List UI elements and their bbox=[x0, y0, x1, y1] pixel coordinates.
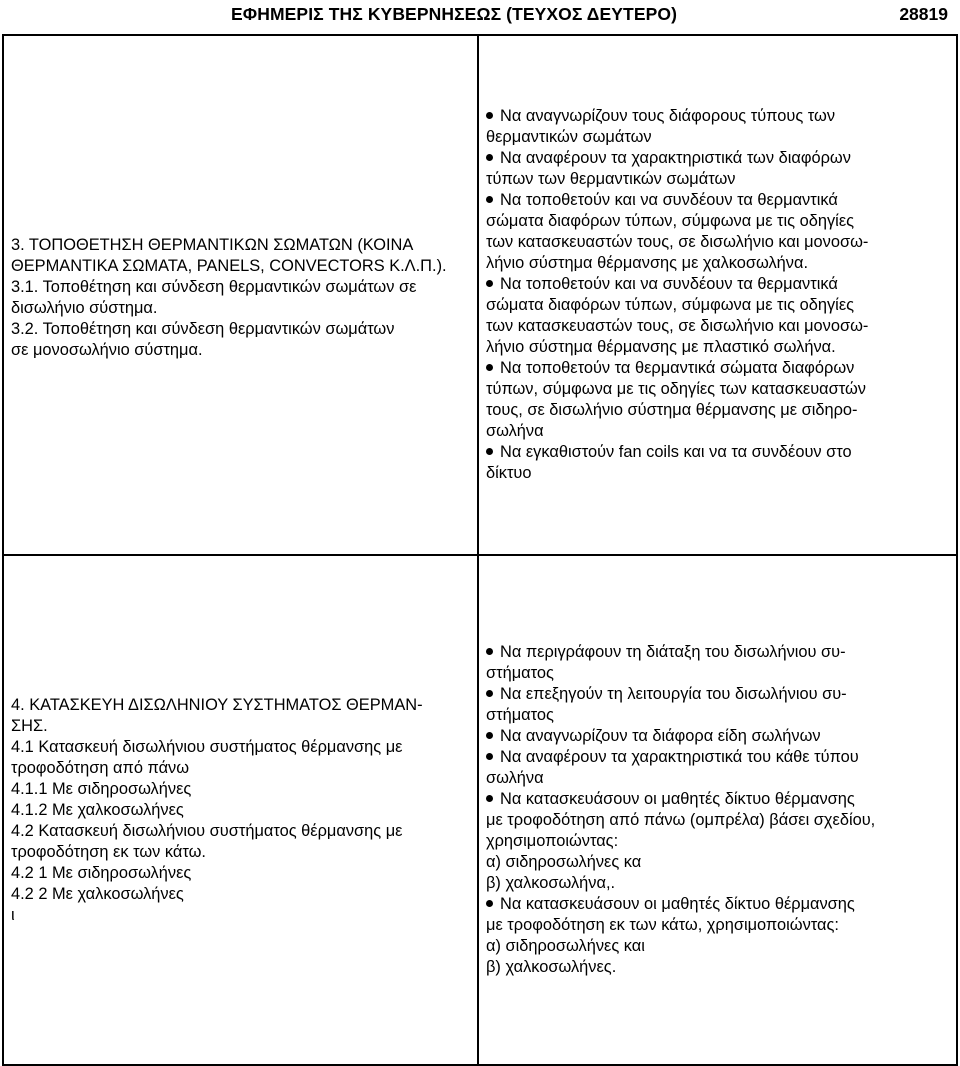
bullet-icon bbox=[486, 732, 493, 739]
bullet-icon bbox=[486, 795, 493, 802]
bullet-icon bbox=[486, 448, 493, 455]
topic-text bbox=[4, 695, 477, 926]
objective-continuation bbox=[486, 852, 950, 873]
objective-text: Να αναφέρουν τα χαρακτηριστικά του κάθε τύπου bbox=[500, 748, 859, 766]
objective-item bbox=[486, 190, 950, 211]
objective-text: λήνιο σύστημα θέρμανσης με χαλκοσωλήνα. bbox=[486, 254, 809, 272]
topic-line: 4.1.2 Με χαλκοσωλήνες bbox=[11, 800, 184, 819]
topic-line: 4.1 Κατασκευή δισωλήνιου συστήματος θέρμανσης με bbox=[11, 737, 403, 756]
topic-line: 4.2 2 Με χαλκοσωλήνες bbox=[11, 884, 184, 903]
topic-line: ΣΗΣ. bbox=[11, 716, 48, 735]
objective-text: λήνιο σύστημα θέρμανσης με πλαστικό σωλήνα. bbox=[486, 338, 836, 356]
objective-text: στήματος bbox=[486, 664, 554, 682]
objective-text: β) χαλκοσωλήνες. bbox=[486, 958, 617, 976]
topic-cell bbox=[3, 35, 478, 555]
objective-item bbox=[486, 442, 950, 463]
objective-text: Να τοποθετούν τα θερμαντικά σώματα διαφόρων bbox=[500, 359, 855, 377]
objective-item bbox=[486, 642, 950, 663]
page-number: 28819 bbox=[899, 4, 948, 24]
topic-line: 3. ΤΟΠΟΘΕΤΗΣΗ ΘΕΡΜΑΝΤΙΚΩΝ ΣΩΜΑΤΩΝ (ΚΟΙΝΑ bbox=[11, 236, 414, 254]
bullet-icon bbox=[486, 900, 493, 907]
objective-continuation bbox=[486, 295, 950, 316]
topic-line: τροφοδότηση από πάνω bbox=[11, 758, 190, 777]
objective-text: θερμαντικών σωμάτων bbox=[486, 128, 652, 146]
objective-continuation bbox=[486, 768, 950, 789]
bullet-icon bbox=[486, 753, 493, 760]
bullet-icon bbox=[486, 690, 493, 697]
objectives-list bbox=[479, 106, 956, 484]
objectives-cell bbox=[478, 35, 957, 555]
objective-continuation bbox=[486, 211, 950, 232]
objective-text: α) σιδηροσωλήνες κα bbox=[486, 853, 642, 871]
objective-text: Να αναγνωρίζουν τα διάφορα είδη σωλήνων bbox=[500, 727, 821, 745]
objective-text: χρησιμοποιώντας: bbox=[486, 832, 619, 850]
topic-line: ΘΕΡΜΑΝΤΙΚΑ ΣΩΜΑΤΑ, PANELS, CONVECTORS Κ.Λ.Π.). bbox=[11, 257, 447, 275]
objective-continuation bbox=[486, 936, 950, 957]
topic-line: 4.1.1 Με σιδηροσωλήνες bbox=[11, 779, 192, 798]
objective-item bbox=[486, 106, 950, 127]
objective-item bbox=[486, 894, 950, 915]
objective-text: Να αναφέρουν τα χαρακτηριστικά των διαφόρων bbox=[500, 149, 851, 167]
objective-continuation bbox=[486, 379, 950, 400]
objective-text: στήματος bbox=[486, 706, 554, 724]
topic-line: τροφοδότηση εκ των κάτω. bbox=[11, 842, 206, 861]
objective-continuation bbox=[486, 663, 950, 684]
objective-continuation bbox=[486, 316, 950, 337]
objective-text: σωλήνα bbox=[486, 769, 544, 787]
objective-continuation bbox=[486, 421, 950, 442]
bullet-icon bbox=[486, 154, 493, 161]
objective-item bbox=[486, 148, 950, 169]
objective-item bbox=[486, 726, 950, 747]
objective-text: τύπων των θερμαντικών σωμάτων bbox=[486, 170, 736, 188]
curriculum-table bbox=[2, 34, 958, 1066]
objective-continuation bbox=[486, 253, 950, 274]
objective-continuation bbox=[486, 810, 950, 831]
topic-line: ι bbox=[11, 905, 15, 924]
objective-continuation bbox=[486, 705, 950, 726]
objective-continuation bbox=[486, 232, 950, 253]
objective-text: σώματα διαφόρων τύπων, σύμφωνα με τις οδηγίες bbox=[486, 212, 855, 230]
bullet-icon bbox=[486, 364, 493, 371]
topic-line: 4.2 1 Με σιδηροσωλήνες bbox=[11, 863, 192, 882]
objective-continuation bbox=[486, 873, 950, 894]
topic-line: 3.1. Τοποθέτηση και σύνδεση θερμαντικών σωμάτων σε bbox=[11, 278, 417, 296]
objective-continuation bbox=[486, 915, 950, 936]
objective-continuation bbox=[486, 463, 950, 484]
objective-continuation bbox=[486, 127, 950, 148]
table-row bbox=[3, 35, 957, 555]
objective-text: σωλήνα bbox=[486, 422, 544, 440]
bullet-icon bbox=[486, 648, 493, 655]
objective-text: δίκτυο bbox=[486, 464, 532, 482]
bullet-icon bbox=[486, 112, 493, 119]
objectives-list bbox=[479, 642, 956, 978]
topic-cell bbox=[3, 555, 478, 1065]
objective-item bbox=[486, 789, 950, 810]
topic-line: δισωλήνιο σύστημα. bbox=[11, 299, 158, 317]
objective-text: Να αναγνωρίζουν τους διάφορους τύπους των bbox=[500, 107, 836, 125]
objective-item bbox=[486, 274, 950, 295]
table-row bbox=[3, 555, 957, 1065]
objective-continuation bbox=[486, 957, 950, 978]
objective-text: Να περιγράφουν τη διάταξη του δισωλήνιου συ- bbox=[500, 643, 846, 661]
topic-line: σε μονοσωλήνιο σύστημα. bbox=[11, 341, 203, 359]
objective-item bbox=[486, 684, 950, 705]
objective-continuation bbox=[486, 337, 950, 358]
objective-text: Να κατασκευάσουν οι μαθητές δίκτυο θέρμανσης bbox=[500, 895, 855, 913]
objective-text: Να τοποθετούν και να συνδέουν τα θερμαντικά bbox=[500, 275, 838, 293]
bullet-icon bbox=[486, 280, 493, 287]
objectives-cell bbox=[478, 555, 957, 1065]
objective-text: β) χαλκοσωλήνα,. bbox=[486, 874, 616, 892]
objective-text: α) σιδηροσωλήνες και bbox=[486, 937, 645, 955]
objective-continuation bbox=[486, 400, 950, 421]
page-header bbox=[0, 0, 960, 34]
objective-text: των κατασκευαστών τους, σε δισωλήνιο και μονοσω- bbox=[486, 233, 869, 251]
objective-continuation bbox=[486, 831, 950, 852]
topic-line: 3.2. Τοποθέτηση και σύνδεση θερμαντικών σωμάτων bbox=[11, 320, 395, 338]
objective-text: Να κατασκευάσουν οι μαθητές δίκτυο θέρμανσης bbox=[500, 790, 855, 808]
objective-text: τους, σε δισωλήνιο σύστημα θέρμανσης με σιδηρο- bbox=[486, 401, 858, 419]
topic-text bbox=[4, 229, 477, 361]
objective-text: Να επεξηγούν τη λειτουργία του δισωλήνιου συ- bbox=[500, 685, 847, 703]
objective-text: των κατασκευαστών τους, σε δισωλήνιο και μονοσω- bbox=[486, 317, 869, 335]
objective-text: σώματα διαφόρων τύπων, σύμφωνα με τις οδηγίες bbox=[486, 296, 855, 314]
objective-text: τύπων, σύμφωνα με τις οδηγίες των κατασκευαστών bbox=[486, 380, 867, 398]
objective-item bbox=[486, 747, 950, 768]
objective-continuation bbox=[486, 169, 950, 190]
objective-text: Να εγκαθιστούν fan coils και να τα συνδέουν στο bbox=[500, 443, 852, 461]
objective-item bbox=[486, 358, 950, 379]
topic-line: 4.2 Κατασκευή δισωλήνιου συστήματος θέρμανσης με bbox=[11, 821, 403, 840]
bullet-icon bbox=[486, 196, 493, 203]
topic-line: 4. ΚΑΤΑΣΚΕΥΗ ΔΙΣΩΛΗΝΙΟΥ ΣΥΣΤΗΜΑΤΟΣ ΘΕΡΜΑΝ- bbox=[11, 695, 423, 714]
objective-text: Να τοποθετούν και να συνδέουν τα θερμαντικά bbox=[500, 191, 838, 209]
objective-text: με τροφοδότηση από πάνω (ομπρέλα) βάσει σχεδίου, bbox=[486, 811, 876, 829]
gazette-title: ΕΦΗΜΕΡΙΣ ΤΗΣ ΚΥΒΕΡΝΗΣΕΩΣ (ΤΕΥΧΟΣ ΔΕΥΤΕΡΟ) bbox=[231, 4, 678, 24]
objective-text: με τροφοδότηση εκ των κάτω, χρησιμοποιώντας: bbox=[486, 916, 839, 934]
